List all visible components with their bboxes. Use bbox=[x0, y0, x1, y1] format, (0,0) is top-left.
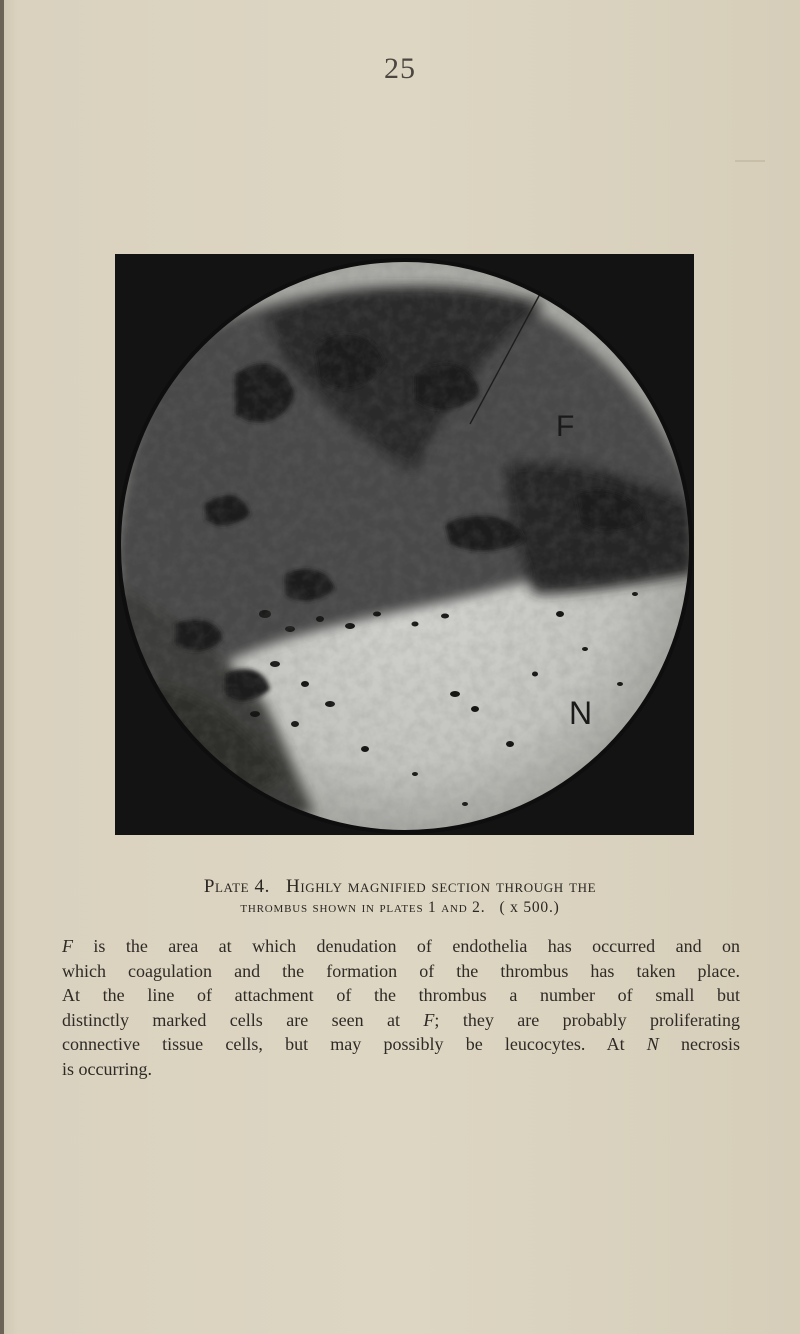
description-text-6: is occurring. bbox=[62, 1058, 152, 1079]
plate-description bbox=[62, 934, 740, 1081]
description-text-5: connective tissue cells, but may possibly be leucocytes. At bbox=[62, 1034, 647, 1054]
micrograph-plate bbox=[115, 254, 694, 835]
description-text-2: which coagulation and the formation of the thrombus has taken place. bbox=[62, 960, 740, 981]
micrograph-image bbox=[115, 254, 694, 835]
caption-line-2 bbox=[0, 899, 800, 917]
description-line-4 bbox=[62, 1008, 740, 1033]
paper-blemish bbox=[735, 160, 765, 162]
caption-line-1 bbox=[0, 876, 800, 898]
binding-edge bbox=[0, 0, 4, 1334]
description-line-6 bbox=[62, 1057, 740, 1082]
plate-label-n: N bbox=[569, 695, 593, 731]
plate-number: Plate 4. bbox=[203, 876, 270, 897]
emphasis-n: N bbox=[646, 1034, 659, 1054]
description-line-2 bbox=[62, 959, 740, 984]
plate-label-f: F bbox=[556, 410, 575, 443]
caption-title-2: thrombus shown in plates 1 and 2. bbox=[240, 899, 486, 916]
description-text-3: At the line of attachment of the thrombus a number of small but bbox=[62, 985, 740, 1005]
page-number: 25 bbox=[384, 52, 416, 85]
description-text-1: is the area at which denudation of endothelia has occurred and on bbox=[73, 936, 740, 956]
description-line-5 bbox=[62, 1032, 740, 1057]
caption-title-1: Highly magnified section through the bbox=[286, 876, 597, 897]
description-line-1 bbox=[62, 934, 740, 959]
description-text-4: distinctly marked cells are seen at bbox=[62, 1009, 424, 1030]
description-line-3 bbox=[62, 983, 740, 1008]
description-text-4b: ; they are probably proliferating bbox=[434, 1009, 741, 1030]
magnification: ( x 500.) bbox=[499, 899, 560, 916]
emphasis-f: F bbox=[62, 936, 73, 956]
description-text-5b: necrosis bbox=[658, 1034, 740, 1054]
emphasis-f-2: F bbox=[423, 1009, 435, 1030]
